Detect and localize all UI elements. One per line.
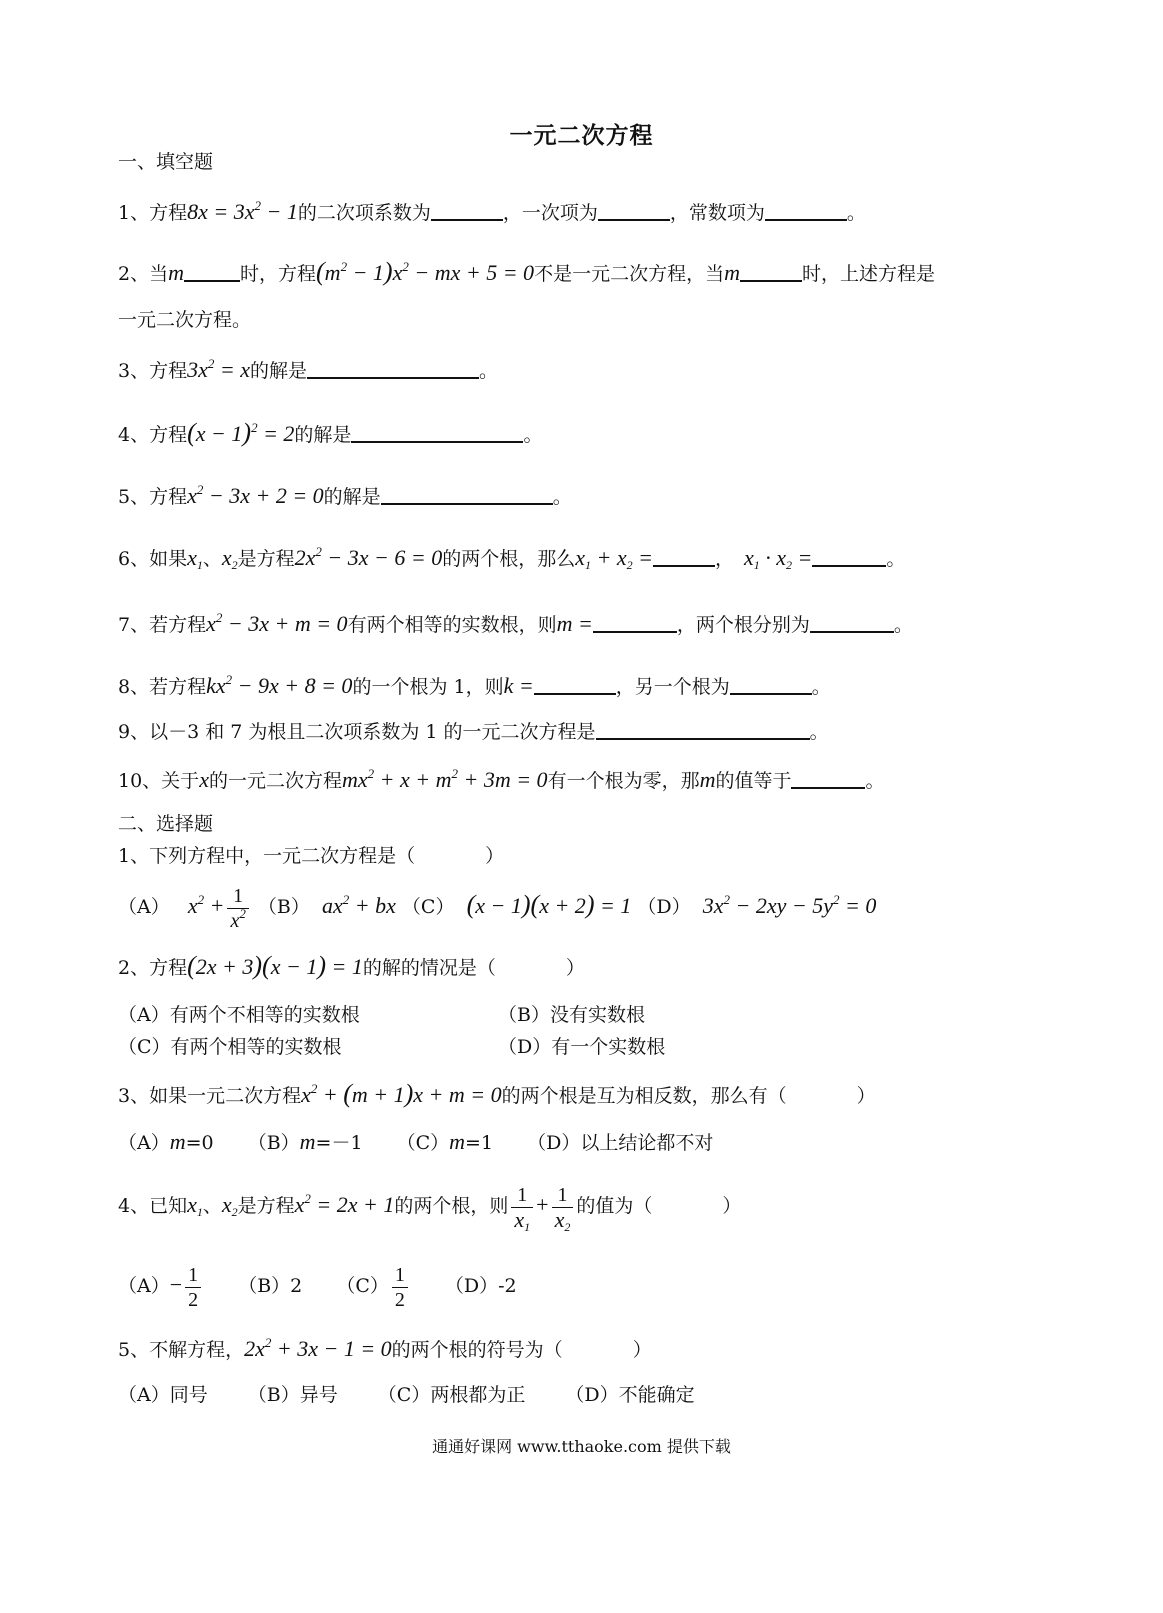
choice-question-3: 3、如果一元二次方程$x^2 + (m + 1)x + m = 0$的两个根是互为相反数，那么有（ ） (118, 1079, 876, 1108)
equation: (2x + 3)(x − 1) = 1 (187, 951, 363, 980)
option-d[interactable]: （D） $3x^2 - 2xy - 5y^2 = 0$ (637, 892, 877, 918)
page-title: 一元二次方程 (509, 122, 654, 149)
answer-blank[interactable] (534, 674, 616, 695)
fill-question-4: 4、方程$(x - 1)^2 = 2$的解是 。 (118, 418, 543, 447)
fill-question-7: 7、若方程$x^2 - 3x + m = 0$有两个相等的实数根，则m = ，两个根分别为 。 (118, 610, 913, 636)
answer-blank[interactable] (598, 200, 670, 221)
option-d[interactable]: （D）-2 (444, 1275, 517, 1297)
answer-blank[interactable] (730, 674, 812, 695)
answer-blank[interactable] (307, 358, 479, 379)
fill-question-8: 8、若方程$kx^2 - 9x + 8 = 0$的一个根为 1，则k = ，另一个根为 。 (118, 672, 831, 698)
choice-question-3-options (118, 1128, 713, 1157)
answer-blank[interactable] (593, 612, 677, 633)
equation: $2x^2 - 3x - 6 = 0$ (294, 544, 443, 570)
option-d[interactable]: （D）以上结论都不对 (527, 1132, 714, 1154)
choice-question-1: 1、下列方程中，一元二次方程是（ ） (118, 845, 505, 867)
fill-question-9: 9、以－3 和 7 为根且二次项系数为 1 的一元二次方程是 。 (118, 721, 829, 743)
answer-blank[interactable] (810, 612, 894, 633)
choice-question-5-options (118, 1381, 695, 1409)
option-b[interactable]: （B）m=－1 (247, 1129, 363, 1154)
equation: $x^2 - 3x + 2 = 0$ (187, 482, 324, 508)
choice-question-5: 5、不解方程，$2x^2 + 3x - 1 = 0$的两个根的符号为（ ） (118, 1335, 652, 1361)
option-c[interactable]: （C）两根都为正 (377, 1384, 526, 1406)
answer-blank[interactable] (184, 261, 240, 282)
fill-question-2: 2、当m 时，方程$(m^2 - 1)x^2$ − mx + 5 = 0不是一元二次方程，当m 时，上述方程是 (118, 257, 935, 286)
option-b[interactable]: （B）异号 (247, 1384, 338, 1406)
equation: $3x^2 = x$ (187, 356, 250, 382)
answer-blank[interactable] (596, 719, 810, 740)
choice-question-4: 4、已知$x_1$、$x_2$是方程$x^2 = 2x + 1$的两个根，则 $\frac{1}{x_1}$ + $\frac{1}{x_2}$ 的值为（ ） (118, 1183, 742, 1234)
fill-question-10: 10、关于x的一元二次方程$mx^2 + x + m^2 + 3m = 0$有一个根为零，那m的值等于 。 (118, 766, 885, 792)
section-choice-heading: 二、选择题 (118, 813, 214, 835)
answer-blank[interactable] (381, 484, 553, 505)
option-c[interactable]: （C） $\frac{1}{2}$ (336, 1256, 411, 1316)
option-c[interactable]: （C） (x − 1)(x + 2) = 1 (401, 890, 632, 919)
footer-credit: 通通好课网 www.tthaoke.com 提供下载 (432, 1437, 731, 1456)
option-a[interactable]: （A）m=0 (118, 1129, 214, 1154)
option-a[interactable]: （A）有两个不相等的实数根 (118, 1004, 360, 1026)
section-fill-heading: 一、填空题 (118, 151, 214, 173)
answer-blank[interactable] (791, 768, 865, 789)
choice-question-2: 2、方程(2x + 3)(x − 1) = 1的解的情况是（ ） (118, 951, 585, 980)
fill-question-1: 1、方程$8x = 3x^2 - 1$的二次项系数为 ，一次项为 ，常数项为 。 (118, 198, 866, 224)
option-c[interactable]: （C）有两个相等的实数根 (118, 1036, 342, 1058)
equation: $x^2 = 2x + 1$ (294, 1191, 395, 1217)
equation: $kx^2 - 9x + 8 = 0$ (206, 672, 353, 698)
answer-blank[interactable] (351, 422, 523, 443)
answer-blank[interactable] (812, 546, 886, 567)
option-b[interactable]: （B）2 (238, 1275, 303, 1297)
equation: $(x - 1)^2 = 2$ (187, 418, 295, 447)
answer-blank[interactable] (740, 261, 802, 282)
equation: $mx^2 + x + m^2 + 3m = 0$ (341, 766, 548, 792)
equation: $2x^2 + 3x - 1 = 0$ (244, 1335, 392, 1361)
fill-question-3: 3、方程$3x^2 = x$的解是 。 (118, 356, 499, 382)
option-a[interactable]: （A） $x^2$ + $\frac{1}{x^2}$ (118, 881, 252, 933)
equation: $x^2 + (m + 1)x + m = 0$ (301, 1079, 502, 1108)
option-a[interactable]: （A）− $\frac{1}{2}$ (118, 1255, 204, 1316)
option-c[interactable]: （C）m=1 (396, 1129, 494, 1154)
answer-blank[interactable] (431, 200, 503, 221)
choice-question-4-options (118, 1255, 517, 1316)
choice-question-1-options (118, 880, 876, 933)
fill-question-2-cont: 一元二次方程。 (118, 309, 252, 331)
answer-blank[interactable] (653, 546, 715, 567)
equation: $8x = 3x^2 - 1$ (187, 198, 298, 224)
option-b[interactable]: （B） $ax^2$ + bx (257, 892, 396, 918)
equation: $x^2 - 3x + m = 0$ (206, 610, 348, 636)
fill-question-5: 5、方程$x^2 - 3x + 2 = 0$的解是 。 (118, 482, 572, 508)
option-a[interactable]: （A）同号 (118, 1384, 208, 1406)
option-d[interactable]: （D）有一个实数根 (498, 1036, 666, 1058)
answer-blank[interactable] (765, 200, 847, 221)
fill-question-6: 6、如果$x_1$、$x_2$是方程$2x^2 - 3x - 6 = 0$的两个根，那么$x_1 + x_2$ = ， $x_1 \cdot x_2$ = 。 (118, 544, 906, 572)
option-b[interactable]: （B）没有实数根 (498, 1004, 645, 1026)
equation: $(m^2 - 1)x^2$ − mx + 5 = 0 (316, 257, 535, 286)
option-d[interactable]: （D）不能确定 (565, 1384, 695, 1406)
